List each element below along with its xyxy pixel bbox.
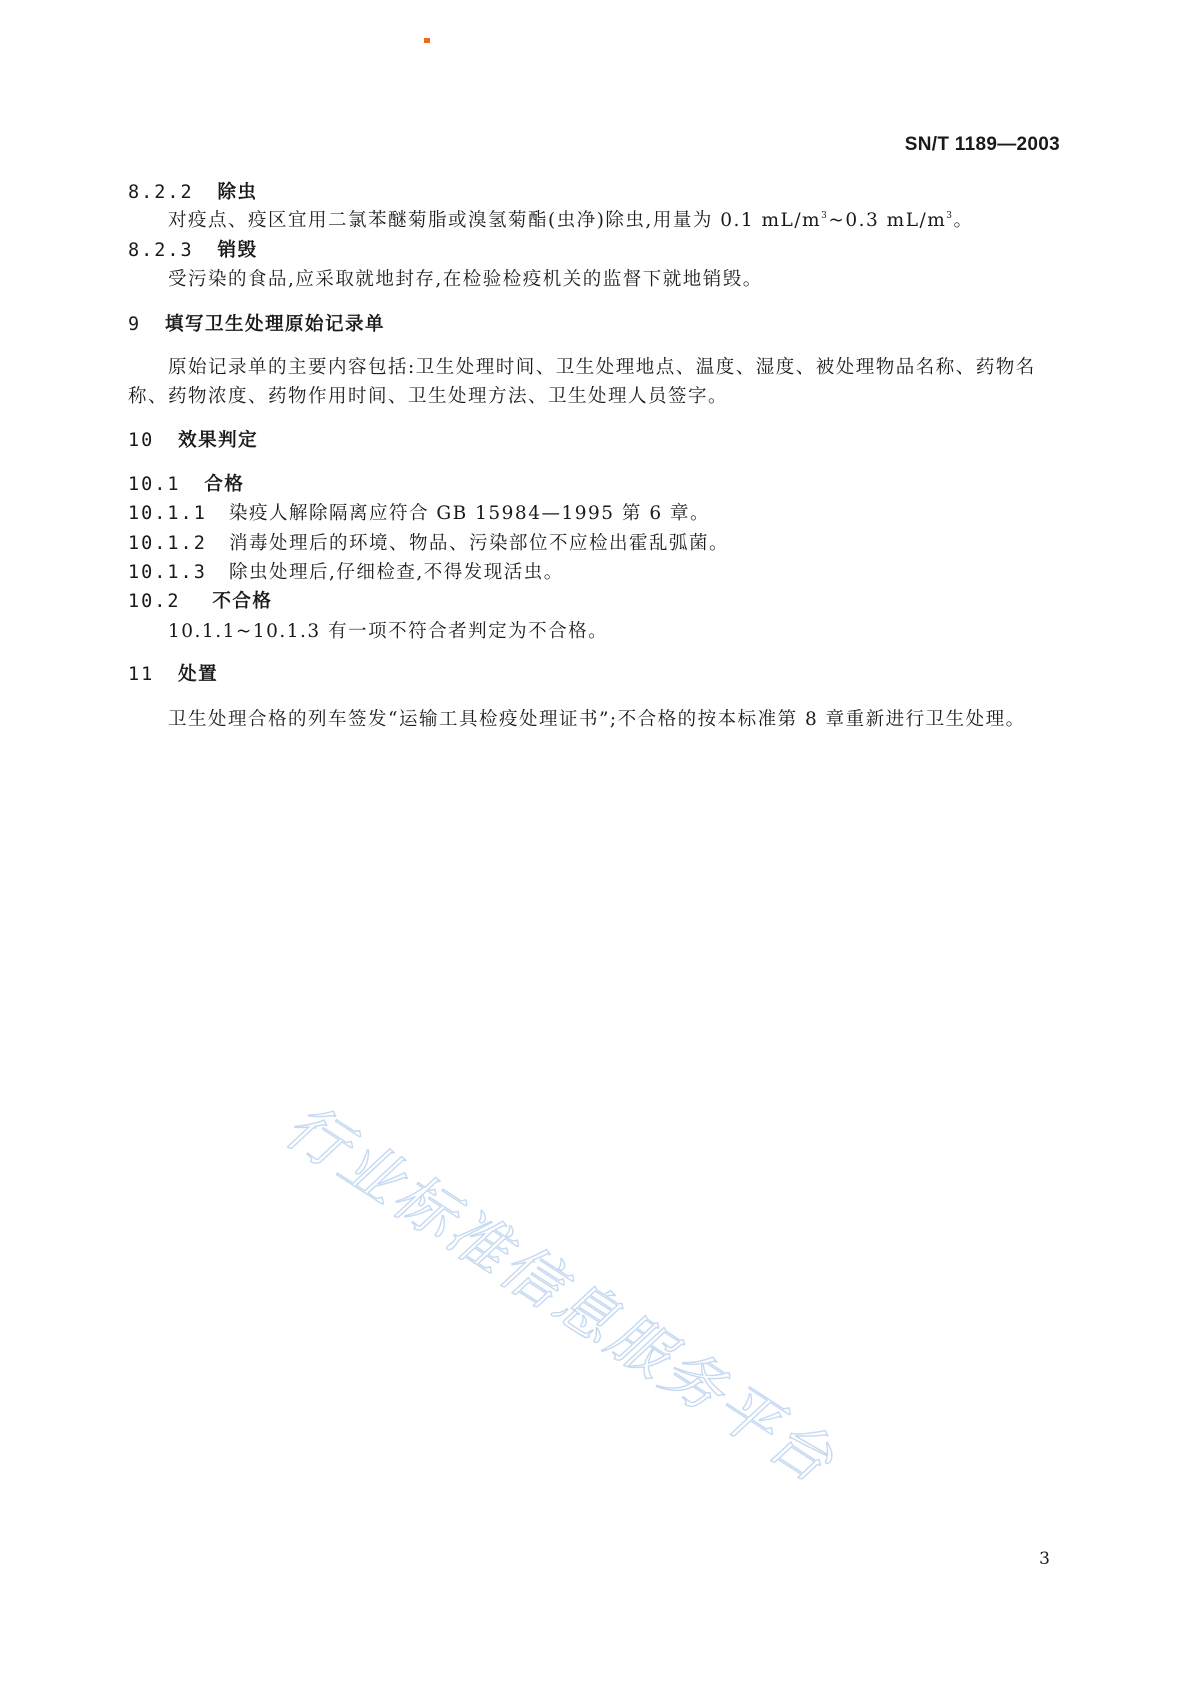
superscript: 3 (946, 211, 954, 221)
section-title: 填写卫生处理原始记录单 (164, 314, 385, 335)
section-number: 10.1.3 (128, 562, 207, 583)
section-title: 合格 (204, 474, 245, 495)
section-8-2-3-heading (128, 236, 258, 262)
superscript: 3 (821, 211, 829, 221)
text-part: ~0.3 mL/m (828, 210, 947, 231)
text-part: 。 (953, 210, 974, 231)
section-11-text: 卫生处理合格的列车签发“运输工具检疫处理证书”;不合格的按本标准第 8 章重新进行卫生处理。 (168, 709, 1026, 730)
section-title: 不合格 (212, 591, 273, 612)
section-number: 11 (128, 664, 155, 685)
section-10-1-3 (128, 558, 564, 584)
section-number: 10 (128, 430, 155, 451)
section-9-text-line1: 原始记录单的主要内容包括:卫生处理时间、卫生处理地点、温度、湿度、被处理物品名称、药物名 (168, 357, 1036, 378)
section-number: 8.2.3 (128, 240, 194, 261)
section-number: 10.2 (128, 591, 181, 612)
section-title: 销毁 (217, 240, 258, 261)
section-text: 除虫处理后,仔细检查,不得发现活虫。 (228, 562, 564, 583)
section-10-1-heading (128, 470, 244, 496)
section-9-text-line2: 称、药物浓度、药物作用时间、卫生处理方法、卫生处理人员签字。 (128, 386, 729, 407)
watermark: 行业标准信息服务平台 (272, 1090, 848, 1499)
section-8-2-3-text: 受污染的食品,应采取就地封存,在检验检疫机关的监督下就地销毁。 (168, 269, 763, 290)
section-title: 除虫 (217, 182, 258, 203)
section-10-2-text: 10.1.1~10.1.3 有一项不符合者判定为不合格。 (168, 621, 609, 642)
section-10-heading (128, 426, 258, 452)
section-10-1-1 (128, 499, 710, 525)
section-number: 10.1 (128, 474, 181, 495)
section-title: 处置 (178, 664, 219, 685)
standard-code: SN/T 1189—2003 (904, 134, 1060, 155)
section-9-heading (128, 310, 385, 336)
section-10-1-2 (128, 529, 729, 555)
section-number: 9 (128, 314, 142, 335)
text-part: 对疫点、疫区宜用二氯苯醚菊脂或溴氢菊酯(虫净)除虫,用量为 0.1 mL/m (168, 210, 822, 231)
section-8-2-2-text (168, 206, 974, 232)
section-text: 染疫人解除隔离应符合 GB 15984—1995 第 6 章。 (228, 503, 710, 524)
section-number: 10.1.2 (128, 533, 207, 554)
section-number: 10.1.1 (128, 503, 207, 524)
orange-marker (424, 38, 430, 43)
section-10-2-heading (128, 587, 272, 613)
section-title: 效果判定 (178, 430, 259, 451)
page-number: 3 (1039, 1549, 1050, 1569)
section-8-2-2-heading (128, 178, 258, 204)
section-11-heading (128, 660, 218, 686)
section-number: 8.2.2 (128, 182, 194, 203)
section-text: 消毒处理后的环境、物品、污染部位不应检出霍乱弧菌。 (228, 533, 729, 554)
